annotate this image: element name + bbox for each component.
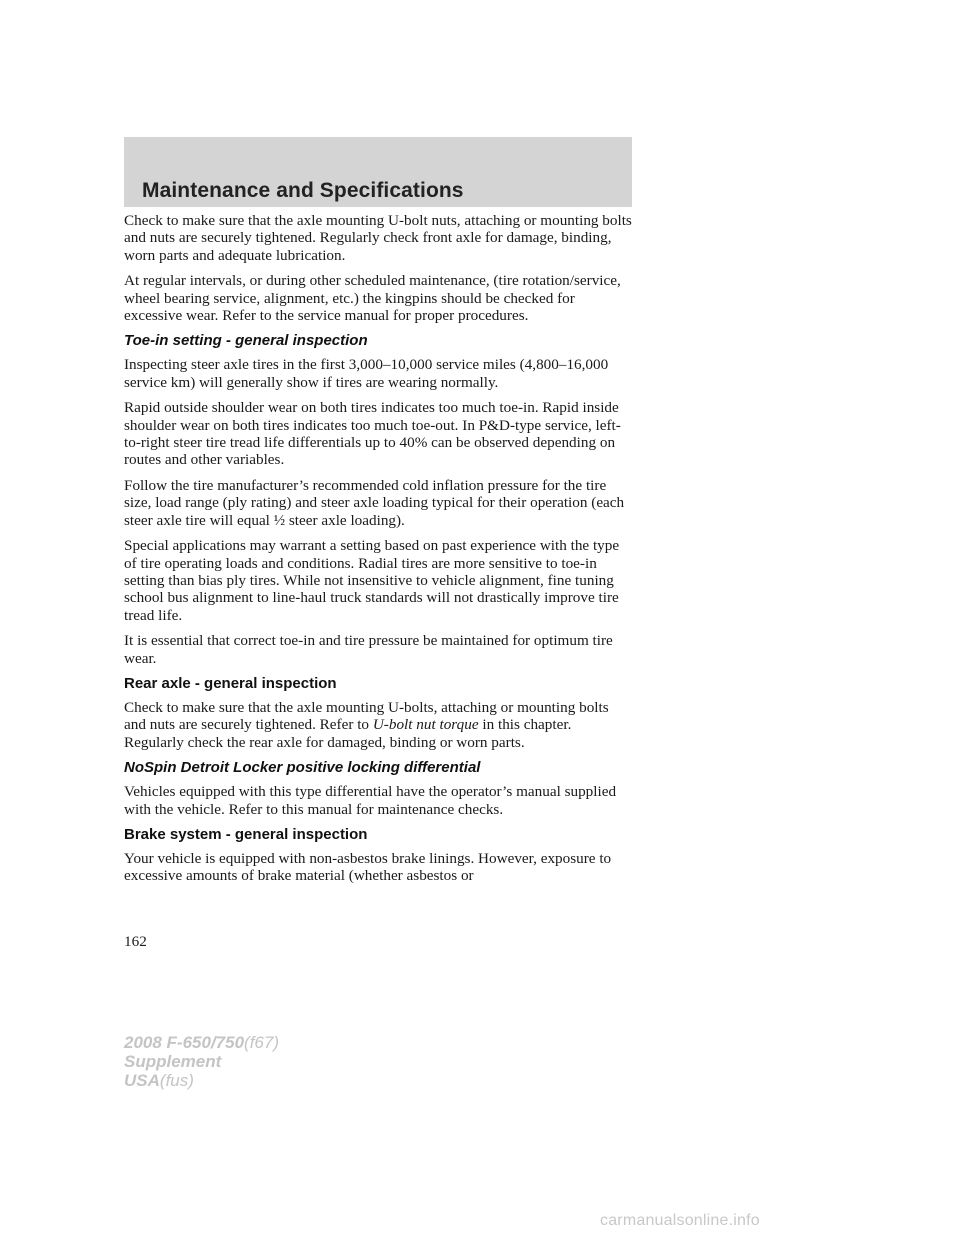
- footer-supplement: Supplement: [124, 1052, 222, 1071]
- paragraph-steer-axle-tires: Inspecting steer axle tires in the first 3,000–10,000 service miles (4,800–16,000 service km) will generally show if tires are wearing normally.: [124, 356, 609, 391]
- heading-rear-axle: Rear axle - general inspection: [124, 674, 337, 692]
- section-title: Maintenance and Specifications: [142, 179, 464, 202]
- paragraph-shoulder-wear: Rapid outside shoulder wear on both tires indicates too much toe-in. Rapid inside shoulder wear on both tires indicates too much toe-out. In P&D-type service, left-to-right steer tire tread life differentials up to 40% can be observed depending on routes and other variables.: [124, 399, 621, 469]
- paragraph-rear-axle-check: [124, 699, 634, 751]
- paragraph-inflation-pressure: Follow the tire manufacturer’s recommended cold inflation pressure for the tire size, load range (ply rating) and steer axle loading typical for their operation (each steer axle tire will equal ½ steer axle loading).: [124, 476, 625, 529]
- page-content: [124, 212, 634, 893]
- footer-model-code: (f67): [244, 1033, 280, 1052]
- footer-line-model: [124, 1033, 279, 1052]
- page-number: 162: [124, 933, 147, 950]
- watermark: carmanualsonline.info: [600, 1212, 760, 1229]
- heading-toe-in-setting: Toe-in setting - general inspection: [124, 332, 368, 350]
- paragraph-special-applications: Special applications may warrant a setting based on past experience with the type of tire operating loads and conditions. Radial tires are more sensitive to toe-in setting than bias ply tires. While not insensitive to vehicle alignment, fine tuning school bus alignment to line-haul truck standards will not drastically improve tire tread life.: [124, 537, 620, 624]
- footer-market-code: (fus): [159, 1071, 194, 1090]
- footer-line-market: [124, 1071, 279, 1090]
- paragraph-toe-in-essential: It is essential that correct toe-in and tire pressure be maintained for optimum tire wear.: [124, 632, 613, 667]
- footer-model: 2008 F-650/750: [124, 1033, 245, 1052]
- rear-axle-text-a: Check to make sure that the axle mounting U-bolts, attaching or mounting bolts and nuts are securely tightened. Refer to: [124, 698, 609, 734]
- u-bolt-torque-reference: U-bolt nut torque: [372, 716, 479, 734]
- footer-line-supplement: [124, 1052, 279, 1071]
- footer-market: USA: [124, 1071, 160, 1090]
- section-header-band: [124, 137, 632, 207]
- paragraph-brake-linings: Your vehicle is equipped with non-asbestos brake linings. However, exposure to excessive amounts of brake material (whether asbestos or: [124, 849, 612, 885]
- document-footer: [124, 1033, 279, 1090]
- paragraph-kingpins: At regular intervals, or during other scheduled maintenance, (tire rotation/service, wheel bearing service, alignment, etc.) the kingpins should be checked for excessive wear. Refer to the service manual for proper procedures.: [124, 272, 621, 325]
- paragraph-nospin: Vehicles equipped with this type differential have the operator’s manual supplied with the vehicle. Refer to this manual for maintenance checks.: [124, 783, 617, 818]
- rear-axle-text-b: in this chapter. Regularly check the rear axle for damaged, binding or worn parts.: [124, 716, 572, 751]
- paragraph-front-axle-check: Check to make sure that the axle mounting U-bolt nuts, attaching or mounting bolts and nuts are securely tightened. Regularly check front axle for damage, binding, worn parts and adequate lubrication.: [124, 212, 632, 264]
- heading-brake-system: Brake system - general inspection: [124, 825, 368, 843]
- heading-nospin-differential: NoSpin Detroit Locker positive locking differential: [124, 759, 481, 777]
